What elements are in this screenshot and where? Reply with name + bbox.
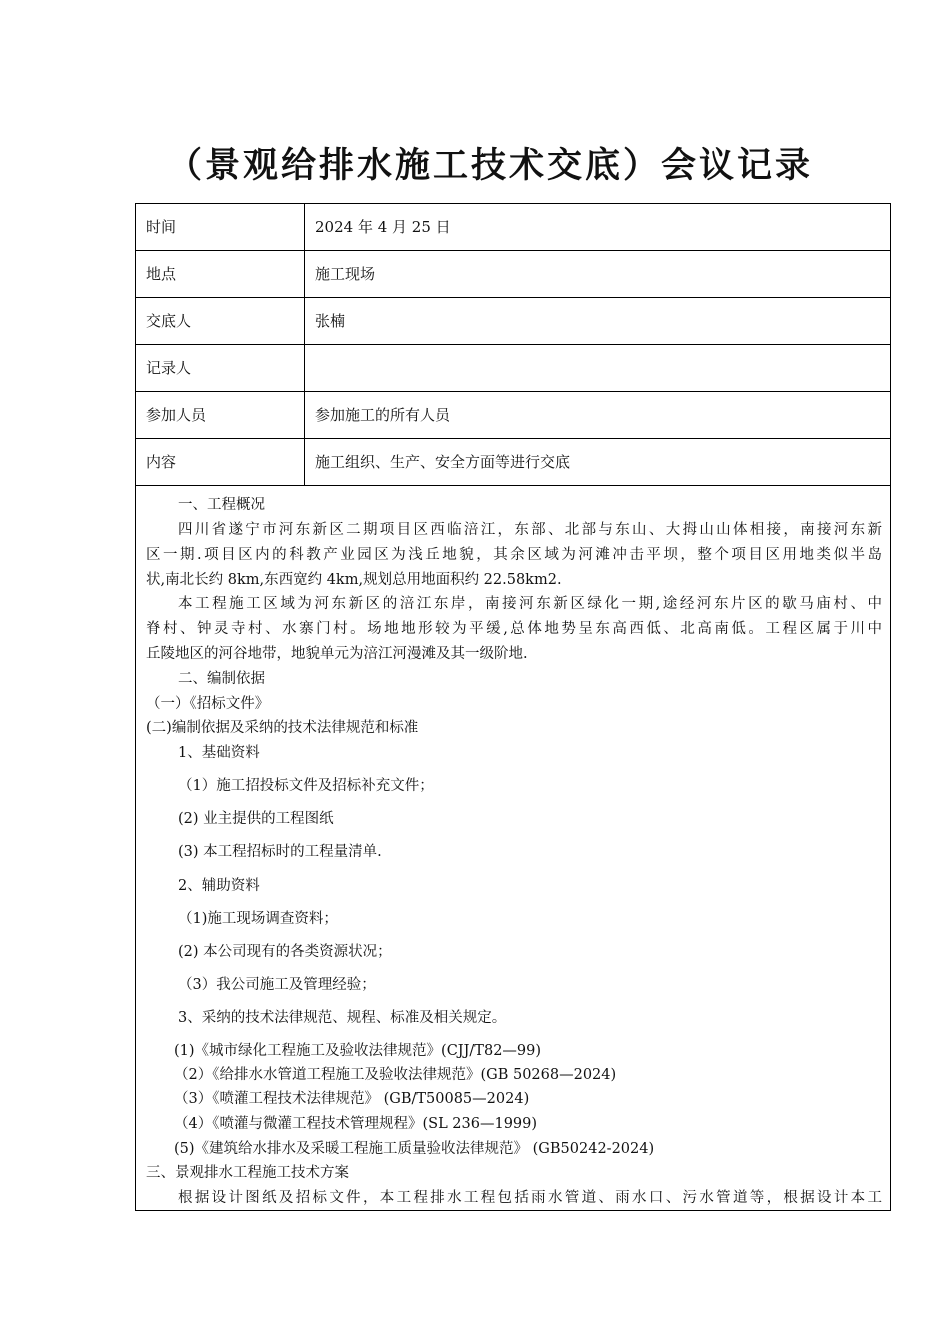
- text-line: 三、景观排水工程施工技术方案: [146, 1165, 349, 1181]
- location-label: 地点: [136, 251, 305, 297]
- presenter-label: 交底人: [136, 298, 305, 344]
- text-line: 二、编制依据: [178, 671, 265, 687]
- row-location: [136, 251, 890, 298]
- text-line: 根据设计图纸及招标文件，本工程排水工程包括雨水管道、雨水口、污水管道等，根据设计本工: [178, 1190, 882, 1206]
- time-label: 时间: [136, 204, 305, 250]
- text-line: （1）施工招投标文件及招标补充文件；: [178, 778, 434, 794]
- text-line: 2、辅助资料: [178, 878, 260, 894]
- row-recorder: [136, 345, 890, 392]
- recorder-value: [305, 345, 890, 391]
- location-value: 施工现场: [315, 265, 376, 283]
- content-body: [136, 487, 890, 1210]
- text-line: 3、采纳的技术法律规范、规程、标准及相关规定。: [178, 1010, 507, 1026]
- text-line: 丘陵地区的河谷地带，地貌单元为涪江河漫滩及其一级阶地.: [146, 646, 528, 662]
- meeting-record-table: [135, 203, 891, 1211]
- row-attendees: [136, 392, 890, 439]
- row-content: [136, 439, 890, 486]
- attendees-value: 参加施工的所有人员: [315, 406, 451, 424]
- content-value: 施工组织、生产、安全方面等进行交底: [315, 453, 571, 471]
- text-line: （一）《招标文件》: [146, 696, 270, 712]
- text-line: （3）《喷灌工程技术法律规范》 (GB/T50085—2024): [174, 1091, 530, 1107]
- text-line: （2）《给排水水管道工程施工及验收法律规范》(GB 50268—2024): [174, 1067, 617, 1083]
- page-title: （景观给排水施工技术交底）会议记录: [166, 145, 813, 186]
- text-line: 状,南北长约 8km,东西宽约 4km,规划总用地面积约 22.58km2.: [146, 572, 562, 588]
- text-line: 区一期.项目区内的科教产业园区为浅丘地貌，其余区域为河滩冲击平坝，整个项目区用地类似半岛: [146, 547, 882, 563]
- recorder-label: 记录人: [136, 345, 305, 391]
- row-time: [136, 204, 890, 251]
- time-value: 2024 年 4 月 25 日: [315, 218, 451, 236]
- content-label: 内容: [136, 439, 305, 485]
- text-line: （1)施工现场调查资料；: [178, 911, 338, 927]
- text-line: 一、工程概况: [178, 497, 265, 513]
- text-line: 四川省遂宁市河东新区二期项目区西临涪江，东部、北部与东山、大拇山山体相接，南接河东新: [178, 522, 882, 538]
- text-line: (二)编制依据及采纳的技术法律规范和标准: [146, 720, 419, 736]
- text-line: (5)《建筑给水排水及采暖工程施工质量验收法律规范》 (GB50242-2024): [174, 1141, 655, 1157]
- text-line: (3) 本工程招标时的工程量清单.: [178, 844, 382, 860]
- text-line: (2) 本公司现有的各类资源状况；: [178, 944, 392, 960]
- row-presenter: [136, 298, 890, 345]
- text-line: （4）《喷灌与微灌工程技术管理规程》(SL 236—1999): [174, 1116, 538, 1132]
- text-line: 脊村、钟灵寺村、水寨门村。场地地形较为平缓,总体地势呈东高西低、北高南低。工程区属于川中: [146, 621, 882, 637]
- attendees-label: 参加人员: [136, 392, 305, 438]
- text-line: （3）我公司施工及管理经验；: [178, 977, 376, 993]
- presenter-value: 张楠: [315, 312, 346, 330]
- text-line: (1)《城市绿化工程施工及验收法律规范》(CJJ/T82—99): [174, 1043, 542, 1059]
- text-line: (2) 业主提供的工程图纸: [178, 811, 334, 827]
- text-line: 本工程施工区域为河东新区的涪江东岸，南接河东新区绿化一期,途经河东片区的歇马庙村、中: [178, 596, 882, 612]
- text-line: 1、基础资料: [178, 745, 260, 761]
